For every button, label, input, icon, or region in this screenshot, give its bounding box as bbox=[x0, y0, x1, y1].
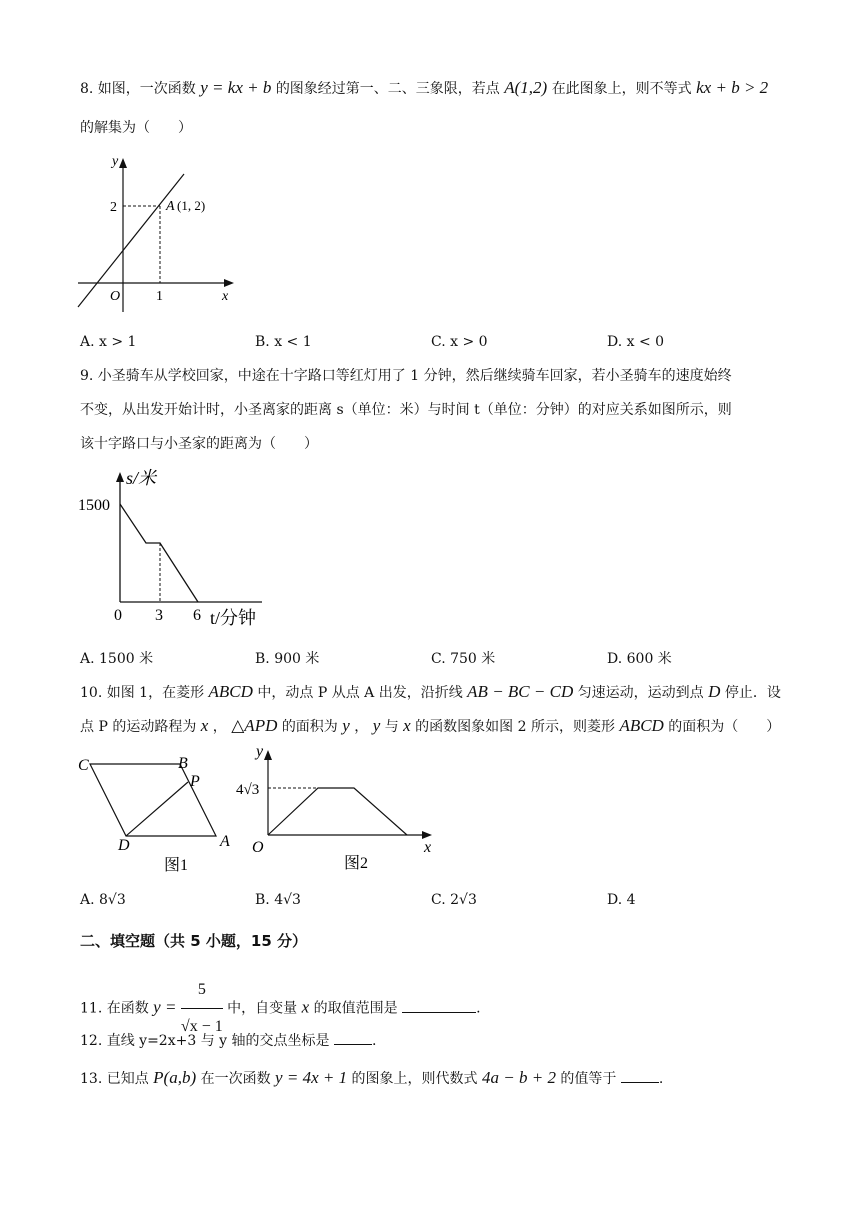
q12-text: 12. 直线 y=2x+3 与 y 轴的交点坐标是 bbox=[80, 1033, 330, 1049]
q13-point-p: P(a,b) bbox=[153, 1068, 197, 1087]
q10-caption-1: 图1 bbox=[164, 857, 189, 874]
q10-label-c: C bbox=[78, 757, 89, 774]
q11-text-a: 11. 在函数 bbox=[80, 1000, 149, 1017]
q8-text-b: 的图象经过第一、二、三象限，若点 bbox=[275, 81, 500, 97]
q8-inequality: kx + b > 2 bbox=[696, 78, 769, 97]
q9-y-label: s/米 bbox=[126, 468, 157, 488]
q10-figure2 bbox=[232, 738, 442, 878]
q13-text-b: 在一次函数 bbox=[200, 1071, 271, 1087]
q8-function-line bbox=[78, 174, 184, 307]
q10-label-a: A bbox=[220, 833, 230, 850]
q8-tick-1: 1 bbox=[156, 289, 163, 304]
q8-y-arrow-icon bbox=[119, 158, 127, 168]
q10-caption-2: 图2 bbox=[344, 855, 369, 872]
q11-text-b: 中，自变量 bbox=[227, 1000, 298, 1017]
q8-equation: y = kx + b bbox=[200, 78, 272, 97]
q10-var-y-2: y bbox=[372, 716, 381, 735]
q10-text-2g: 的面积为（ ） bbox=[668, 719, 781, 735]
q8-point-a-coord: (1, 2) bbox=[177, 198, 206, 213]
q13-answer-blank[interactable] bbox=[621, 1068, 659, 1083]
q8-text-c: 在此图象上，则不等式 bbox=[551, 81, 692, 97]
q8-option-c[interactable]: C. x > 0 bbox=[431, 334, 488, 350]
q10-fig2-x-label: x bbox=[424, 839, 432, 856]
q9-option-a[interactable]: A. 1500 米 bbox=[80, 651, 154, 667]
q10-text-2f: 的函数图象如图 2 所示，则菱形 bbox=[415, 719, 615, 735]
q13-text-c: 的图象上，则代数式 bbox=[351, 1071, 478, 1087]
q10-text-2a: 点 P 的运动路程为 bbox=[80, 719, 197, 735]
q10-label-p: P bbox=[190, 773, 200, 790]
q9-distance-graph bbox=[120, 504, 198, 602]
q8-point-a: A(1,2) bbox=[504, 78, 548, 97]
q11-answer-blank[interactable] bbox=[402, 998, 476, 1013]
q9-option-d[interactable]: D. 600 米 bbox=[607, 651, 672, 667]
q11-numerator: 5 bbox=[181, 972, 223, 1009]
q8-tick-2: 2 bbox=[110, 200, 117, 215]
q10-point-d: D bbox=[708, 682, 721, 701]
q9-option-b[interactable]: B. 900 米 bbox=[255, 651, 320, 667]
q9-tick-6: 6 bbox=[193, 607, 201, 624]
q8-text-a: 8. 如图，一次函数 bbox=[80, 81, 196, 97]
q8-option-d[interactable]: D. x < 0 bbox=[607, 334, 665, 350]
q11-denominator: √x − 1 bbox=[180, 1018, 223, 1035]
q10-figure1 bbox=[72, 742, 242, 877]
q9-tick-3: 3 bbox=[155, 607, 163, 624]
q13-equation: y = 4x + 1 bbox=[275, 1068, 348, 1087]
q9-tick-0: 0 bbox=[114, 607, 122, 624]
q10-var-y: y bbox=[342, 716, 350, 735]
q10-text-2d: ， bbox=[354, 719, 369, 735]
q11-text-c: 的取值范围是 bbox=[313, 1000, 398, 1017]
q9-line2: 不变，从出发开始计时，小圣离家的距离 s（单位：米）与时间 t（单位：分钟）的对应关系如图所示，则 bbox=[80, 402, 732, 418]
q10-text-2c: 的面积为 bbox=[281, 719, 338, 735]
q9-figure bbox=[72, 462, 272, 637]
q9-tick-1500: 1500 bbox=[78, 497, 110, 514]
q9-line3: 该十字路口与小圣家的距离为（ ） bbox=[80, 436, 318, 452]
q10-area-graph bbox=[268, 788, 407, 835]
q10-abcd: ABCD bbox=[208, 682, 253, 701]
q9-y-arrow-icon bbox=[116, 472, 124, 482]
q10-label-b: B bbox=[178, 755, 188, 772]
q10-var-x-2: x bbox=[403, 716, 411, 735]
q10-segment-dp bbox=[126, 782, 188, 836]
q8-origin-label: O bbox=[110, 289, 121, 304]
q8-point-a-label: A bbox=[166, 199, 175, 214]
q12-answer-blank[interactable] bbox=[334, 1030, 372, 1045]
q10-text-2b: ， bbox=[212, 719, 227, 735]
section-fill-in-title: 二、填空题（共 5 小题，15 分） bbox=[80, 932, 307, 950]
q8-line2: 的解集为（ ） bbox=[80, 120, 192, 136]
q9-option-c[interactable]: C. 750 米 bbox=[431, 651, 496, 667]
q8-y-label: y bbox=[112, 154, 119, 169]
q10-text-b: 中，动点 P 从点 A 出发，沿折线 bbox=[257, 685, 463, 701]
q10-text-2e: 与 bbox=[384, 719, 399, 735]
q13-line bbox=[80, 1068, 663, 1089]
q9-x-label: t/分钟 bbox=[210, 608, 257, 628]
q10-text-a: 10. 如图 1，在菱形 bbox=[80, 685, 205, 701]
q10-text-c: 匀速运动，运动到点 bbox=[577, 685, 704, 701]
q10-abcd-2: ABCD bbox=[619, 716, 664, 735]
q8-figure bbox=[70, 150, 250, 320]
q10-triangle-apd: △APD bbox=[231, 716, 278, 735]
q8-option-a[interactable]: A. x > 1 bbox=[80, 334, 137, 350]
q10-fig2-y-value: 4√3 bbox=[236, 782, 260, 798]
q10-option-c[interactable]: C. 2√3 bbox=[431, 892, 477, 908]
q13-text-a: 13. 已知点 bbox=[80, 1071, 149, 1087]
q13-expression: 4a − b + 2 bbox=[482, 1068, 556, 1087]
q8-line1 bbox=[80, 78, 768, 99]
q10-text-d: 停止．设 bbox=[724, 685, 781, 701]
q8-option-b[interactable]: B. x < 1 bbox=[255, 334, 312, 350]
q10-fig2-origin: O bbox=[252, 839, 264, 856]
q8-x-label: x bbox=[222, 289, 229, 304]
q10-option-d[interactable]: D. 4 bbox=[607, 892, 636, 908]
q11-period: . bbox=[476, 1000, 481, 1017]
q10-option-a[interactable]: A. 8√3 bbox=[80, 892, 126, 908]
q12-period: . bbox=[371, 1033, 377, 1049]
q10-fig2-x-arrow-icon bbox=[422, 831, 432, 839]
q10-line1 bbox=[80, 682, 781, 703]
q11-var-x: x bbox=[301, 997, 310, 1017]
q10-line2 bbox=[80, 716, 780, 737]
q13-period: . bbox=[658, 1071, 664, 1087]
q10-path: AB − BC − CD bbox=[467, 682, 574, 701]
q9-line1: 9. 小圣骑车从学校回家，中途在十字路口等红灯用了 1 分钟，然后继续骑车回家，若小圣骑车的速度始终 bbox=[80, 368, 732, 384]
q10-var-x: x bbox=[200, 716, 209, 735]
q13-text-d: 的值等于 bbox=[560, 1071, 617, 1087]
q10-fig2-y-arrow-icon bbox=[264, 750, 272, 760]
q8-x-arrow-icon bbox=[224, 279, 234, 287]
q10-label-d: D bbox=[118, 837, 130, 854]
q10-fig2-y-label: y bbox=[256, 743, 264, 760]
q11-y-eq: y = bbox=[153, 997, 177, 1017]
q10-option-b[interactable]: B. 4√3 bbox=[255, 892, 301, 908]
q12-line bbox=[80, 1030, 376, 1051]
